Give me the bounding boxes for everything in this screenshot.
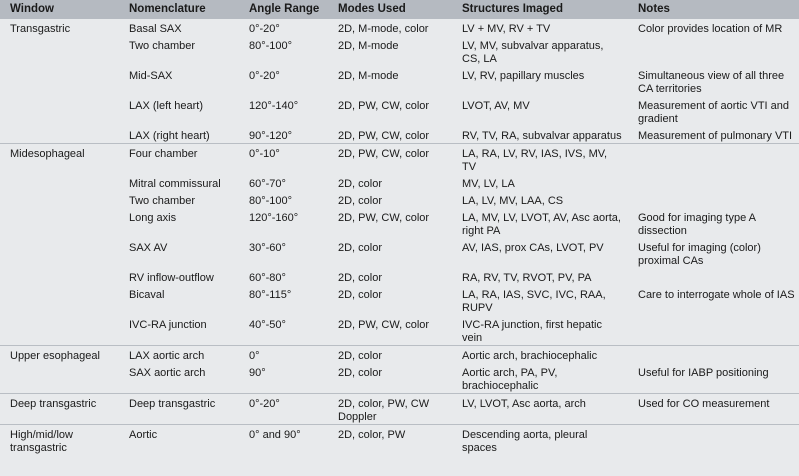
cell-structures-imaged: LA, LV, MV, LAA, CS [462, 195, 564, 207]
cell-window [0, 126, 119, 144]
table-row [0, 425, 799, 456]
cell-nomenclature: SAX aortic arch [129, 367, 206, 379]
cell-notes [628, 268, 799, 285]
cell-nomenclature: Mid-SAX [129, 70, 173, 82]
cell-nomenclature: Two chamber [129, 40, 196, 52]
table-row [0, 174, 799, 191]
cell-angle-range: 80°-115° [249, 289, 292, 301]
cell-structures-imaged: LA, RA, IAS, SVC, IVC, RAA, RUPV [462, 289, 606, 314]
cell-nomenclature: Four chamber [119, 144, 239, 175]
cell-angle-range: 90°-120° [249, 130, 293, 142]
cell-angle-range: 80°-100° [249, 40, 293, 52]
cell-modes-used: 2D, M-mode [338, 70, 399, 82]
header-nomenclature: Nomenclature [119, 0, 239, 19]
cell-angle-range: 0°-20° [249, 70, 280, 82]
cell-notes: Good for imaging type A dissection [638, 212, 756, 237]
cell-window [0, 363, 119, 394]
cell-nomenclature: Bicaval [129, 289, 165, 301]
cell-window [0, 66, 119, 96]
cell-structures-imaged: LA, RA, LV, RV, IAS, IVS, MV, TV [452, 144, 628, 175]
cell-structures-imaged: RV, TV, RA, subvalvar apparatus [462, 130, 622, 142]
cell-modes-used: 2D, PW, CW, color [338, 212, 430, 224]
cell-angle-range: 90° [249, 367, 266, 379]
table-row [0, 96, 799, 126]
header-structures-imaged: Structures Imaged [452, 0, 628, 19]
cell-notes: Used for CO measurement [628, 394, 799, 425]
cell-structures-imaged: Descending aorta, pleural spaces [452, 425, 628, 456]
cell-window: Transgastric [10, 23, 71, 35]
table-row [0, 285, 799, 315]
table-row [0, 19, 799, 36]
table-row [0, 238, 799, 268]
cell-angle-range: 80°-100° [249, 195, 293, 207]
cell-modes-used: 2D, PW, CW, color [328, 144, 452, 175]
cell-notes: Care to interrogate whole of IAS [638, 289, 795, 301]
cell-notes [628, 36, 799, 66]
table-row [0, 315, 799, 346]
cell-notes: Color provides location of MR [638, 23, 783, 35]
cell-angle-range: 0° and 90° [239, 425, 328, 456]
cell-window: Midesophageal [0, 144, 119, 175]
cell-window [0, 96, 119, 126]
cell-window [0, 191, 119, 208]
cell-notes: Useful for imaging (color) proximal CAs [638, 242, 761, 267]
cell-nomenclature: Deep transgastric [119, 394, 239, 425]
cell-nomenclature: LAX aortic arch [119, 346, 239, 364]
cell-modes-used: 2D, PW, CW, color [338, 100, 430, 112]
cell-angle-range: 0°-20° [239, 394, 328, 425]
cell-window [0, 174, 119, 191]
table-row [0, 191, 799, 208]
cell-notes: Simultaneous view of all three CA territories [638, 70, 785, 95]
cell-modes-used: 2D, color [338, 178, 383, 190]
cell-angle-range: 0°-20° [249, 23, 280, 35]
cell-window [0, 315, 119, 346]
cell-angle-range: 40°-50° [249, 319, 286, 331]
cell-structures-imaged: LV, LVOT, Asc aorta, arch [452, 394, 628, 425]
cell-structures-imaged: LV, MV, subvalvar apparatus, CS, LA [462, 40, 604, 65]
cell-notes: Useful for IABP positioning [638, 367, 769, 379]
header-window: Window [0, 0, 119, 19]
header-notes: Notes [628, 0, 799, 19]
table-row [0, 363, 799, 394]
cell-notes [628, 315, 799, 346]
cell-window: High/mid/low transgastric [0, 425, 119, 456]
cell-modes-used: 2D, M-mode, color [338, 23, 429, 35]
cell-notes [628, 346, 799, 364]
cell-structures-imaged: LVOT, AV, MV [462, 100, 530, 112]
cell-notes: Measurement of aortic VTI and gradient [638, 100, 790, 125]
cell-structures-imaged: MV, LV, LA [462, 178, 515, 190]
cell-structures-imaged: LV + MV, RV + TV [462, 23, 551, 35]
cell-window [0, 238, 119, 268]
cell-nomenclature: IVC-RA junction [129, 319, 207, 331]
cell-window [0, 208, 119, 238]
cell-notes [628, 174, 799, 191]
cell-nomenclature: Mitral commissural [129, 178, 221, 190]
cell-angle-range: 0° [239, 346, 328, 364]
cell-modes-used: 2D, PW, CW, color [338, 319, 430, 331]
table-row [0, 144, 799, 175]
cell-angle-range: 30°-60° [249, 242, 286, 254]
cell-structures-imaged: Aortic arch, PA, PV, brachiocephalic [462, 367, 558, 392]
cell-structures-imaged: RA, RV, TV, RVOT, PV, PA [462, 272, 592, 284]
cell-notes [628, 425, 799, 456]
table-header [0, 0, 799, 19]
cell-window: Upper esophageal [0, 346, 119, 364]
cell-modes-used: 2D, color [338, 289, 383, 301]
cell-modes-used: 2D, color [338, 272, 383, 284]
cell-structures-imaged: AV, IAS, prox CAs, LVOT, PV [462, 242, 604, 254]
cell-nomenclature: LAX (right heart) [129, 130, 210, 142]
cell-modes-used: 2D, PW, CW, color [338, 130, 430, 142]
cell-modes-used: 2D, color, PW [328, 425, 452, 456]
table-row [0, 66, 799, 96]
table-body [0, 19, 799, 455]
cell-structures-imaged: LA, MV, LV, LVOT, AV, Asc aorta, right PA [462, 212, 621, 237]
cell-structures-imaged: Aortic arch, brachiocephalic [452, 346, 628, 364]
table-row [0, 268, 799, 285]
table-row [0, 126, 799, 144]
cell-modes-used: 2D, color [338, 242, 383, 254]
cell-notes: Measurement of pulmonary VTI [638, 130, 793, 142]
header-row [0, 0, 799, 19]
table-row [0, 346, 799, 364]
cell-structures-imaged: IVC-RA junction, first hepatic vein [462, 319, 603, 344]
cell-angle-range: 60°-70° [249, 178, 286, 190]
cell-notes [628, 144, 799, 175]
cell-window [0, 268, 119, 285]
cell-nomenclature: Basal SAX [129, 23, 182, 35]
table-row [0, 36, 799, 66]
cell-window [0, 285, 119, 315]
cell-modes-used: 2D, color, PW, CW Doppler [328, 394, 452, 425]
cell-structures-imaged: LV, RV, papillary muscles [462, 70, 585, 82]
cell-angle-range: 120°-160° [249, 212, 299, 224]
header-modes-used: Modes Used [328, 0, 452, 19]
cell-nomenclature: Two chamber [129, 195, 196, 207]
header-angle-range: Angle Range [239, 0, 328, 19]
cell-angle-range: 120°-140° [249, 100, 299, 112]
cell-notes [628, 191, 799, 208]
table-row [0, 394, 799, 425]
cell-modes-used: 2D, M-mode [338, 40, 399, 52]
cell-window [0, 36, 119, 66]
cell-angle-range: 60°-80° [249, 272, 286, 284]
cell-nomenclature: RV inflow-outflow [129, 272, 214, 284]
cell-modes-used: 2D, color [338, 195, 383, 207]
cell-nomenclature: Aortic [119, 425, 239, 456]
cell-modes-used: 2D, color [338, 367, 383, 379]
cell-nomenclature: Long axis [129, 212, 177, 224]
cell-angle-range: 0°-10° [239, 144, 328, 175]
table-row [0, 208, 799, 238]
cell-window: Deep transgastric [0, 394, 119, 425]
cell-nomenclature: SAX AV [129, 242, 168, 254]
cell-nomenclature: LAX (left heart) [129, 100, 203, 112]
cell-modes-used: 2D, color [328, 346, 452, 364]
